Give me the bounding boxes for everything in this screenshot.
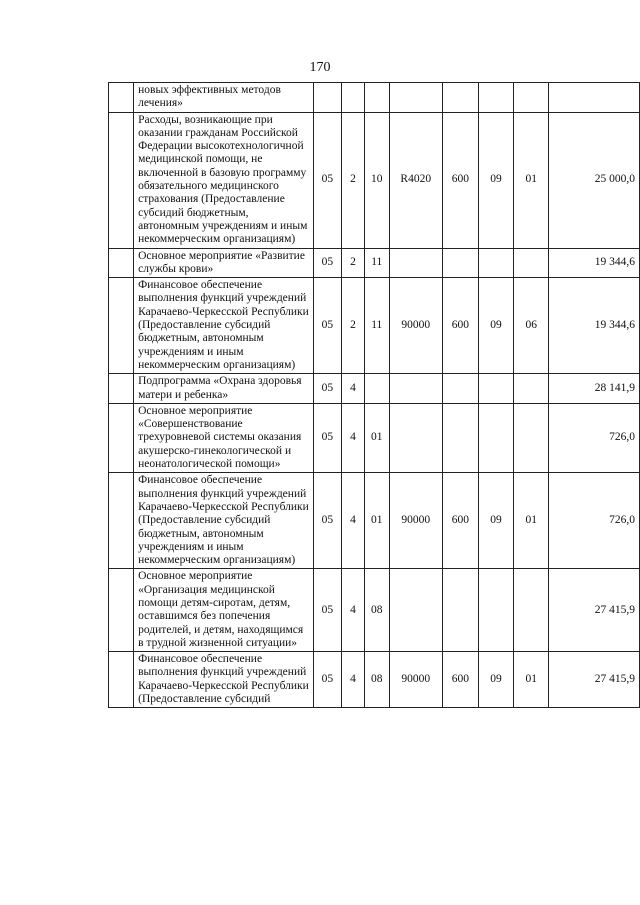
code-cell-1: 05	[313, 652, 341, 708]
code-cell-2	[341, 83, 364, 113]
code-cell-3: 11	[365, 248, 390, 278]
code-cell-6	[478, 403, 513, 472]
row-amount: 25 000,0	[549, 112, 640, 248]
code-cell-7	[514, 248, 549, 278]
code-cell-3: 08	[365, 569, 390, 652]
code-cell-6: 09	[478, 652, 513, 708]
code-cell-4: 90000	[389, 278, 442, 374]
code-cell-4: R4020	[389, 112, 442, 248]
code-cell-1	[313, 83, 341, 113]
code-cell-3: 01	[365, 473, 390, 569]
code-cell-1: 05	[313, 374, 341, 404]
code-cell-2: 4	[341, 569, 364, 652]
page-number: 170	[309, 60, 331, 75]
code-cell-7: 01	[514, 652, 549, 708]
table-row	[109, 473, 640, 569]
code-cell-6	[478, 569, 513, 652]
code-cell-5: 600	[442, 112, 478, 248]
row-amount: 726,0	[549, 403, 640, 472]
row-description: Финансовое обеспечение выполнения функций учреждений Карачаево-Черкесской Республики (Предоставление субсидий бюджетным, автономным учреждениям и иным некоммерческим организациям)	[134, 473, 314, 569]
table-row	[109, 112, 640, 248]
code-cell-2: 4	[341, 473, 364, 569]
budget-table	[108, 82, 640, 708]
code-cell-1: 05	[313, 112, 341, 248]
code-cell-7	[514, 374, 549, 404]
code-cell-6	[478, 83, 513, 113]
row-amount: 19 344,6	[549, 278, 640, 374]
row-margin-cell	[109, 569, 134, 652]
code-cell-5	[442, 374, 478, 404]
code-cell-7: 01	[514, 112, 549, 248]
code-cell-2: 4	[341, 403, 364, 472]
table-row	[109, 278, 640, 374]
code-cell-7	[514, 403, 549, 472]
code-cell-3	[365, 374, 390, 404]
code-cell-5: 600	[442, 278, 478, 374]
code-cell-1: 05	[313, 278, 341, 374]
table-row	[109, 374, 640, 404]
code-cell-4: 90000	[389, 473, 442, 569]
table-row	[109, 248, 640, 278]
row-description: Подпрограмма «Охрана здоровья матери и ребенка»	[134, 374, 314, 404]
code-cell-3: 08	[365, 652, 390, 708]
code-cell-3: 01	[365, 403, 390, 472]
code-cell-3	[365, 83, 390, 113]
code-cell-6: 09	[478, 473, 513, 569]
code-cell-4	[389, 374, 442, 404]
code-cell-7	[514, 569, 549, 652]
row-amount: 27 415,9	[549, 652, 640, 708]
code-cell-5	[442, 83, 478, 113]
row-amount: 726,0	[549, 473, 640, 569]
row-margin-cell	[109, 473, 134, 569]
table-row	[109, 83, 640, 113]
row-amount: 19 344,6	[549, 248, 640, 278]
row-amount: 28 141,9	[549, 374, 640, 404]
row-description: Финансовое обеспечение выполнения функций учреждений Карачаево-Черкесской Республики (Предоставление субсидий	[134, 652, 314, 708]
code-cell-1: 05	[313, 569, 341, 652]
code-cell-5	[442, 569, 478, 652]
code-cell-1: 05	[313, 248, 341, 278]
code-cell-2: 2	[341, 278, 364, 374]
code-cell-3: 10	[365, 112, 390, 248]
row-amount	[549, 83, 640, 113]
code-cell-4	[389, 569, 442, 652]
code-cell-6: 09	[478, 278, 513, 374]
code-cell-1: 05	[313, 403, 341, 472]
row-description: Основное мероприятие «Организация медицинской помощи детям-сиротам, детям, оставшимся без попечения родителей, и детям, находящимся в трудной жизненной ситуации»	[134, 569, 314, 652]
code-cell-5	[442, 248, 478, 278]
code-cell-2: 2	[341, 248, 364, 278]
table-row	[109, 403, 640, 472]
row-margin-cell	[109, 374, 134, 404]
row-margin-cell	[109, 83, 134, 113]
code-cell-5	[442, 403, 478, 472]
row-margin-cell	[109, 112, 134, 248]
code-cell-4	[389, 403, 442, 472]
code-cell-7	[514, 83, 549, 113]
row-description: новых эффективных методов лечения»	[134, 83, 314, 113]
code-cell-6	[478, 248, 513, 278]
code-cell-2: 2	[341, 112, 364, 248]
code-cell-6: 09	[478, 112, 513, 248]
row-margin-cell	[109, 652, 134, 708]
code-cell-6	[478, 374, 513, 404]
code-cell-4	[389, 248, 442, 278]
code-cell-2: 4	[341, 652, 364, 708]
code-cell-2: 4	[341, 374, 364, 404]
code-cell-1: 05	[313, 473, 341, 569]
row-margin-cell	[109, 278, 134, 374]
code-cell-4	[389, 83, 442, 113]
row-description: Финансовое обеспечение выполнения функций учреждений Карачаево-Черкесской Республики (Предоставление субсидий бюджетным, автономным учреждениям и иным некоммерческим организациям)	[134, 278, 314, 374]
row-description: Основное мероприятие «Совершенствование трехуровневой системы оказания акушерско-гинекологической и неонатологической помощи»	[134, 403, 314, 472]
budget-table-body	[109, 83, 640, 708]
code-cell-7: 06	[514, 278, 549, 374]
row-description: Расходы, возникающие при оказании гражданам Российской Федерации высокотехнологичной медицинской помощи, не включенной в базовую программу обязательного медицинского страхования (Предоставление субсидий бюджетным, автономным учреждениям и иным некоммерческим организациям)	[134, 112, 314, 248]
code-cell-3: 11	[365, 278, 390, 374]
code-cell-4: 90000	[389, 652, 442, 708]
table-row	[109, 569, 640, 652]
row-description: Основное мероприятие «Развитие службы крови»	[134, 248, 314, 278]
row-margin-cell	[109, 403, 134, 472]
code-cell-5: 600	[442, 652, 478, 708]
table-row	[109, 652, 640, 708]
row-margin-cell	[109, 248, 134, 278]
code-cell-7: 01	[514, 473, 549, 569]
code-cell-5: 600	[442, 473, 478, 569]
row-amount: 27 415,9	[549, 569, 640, 652]
